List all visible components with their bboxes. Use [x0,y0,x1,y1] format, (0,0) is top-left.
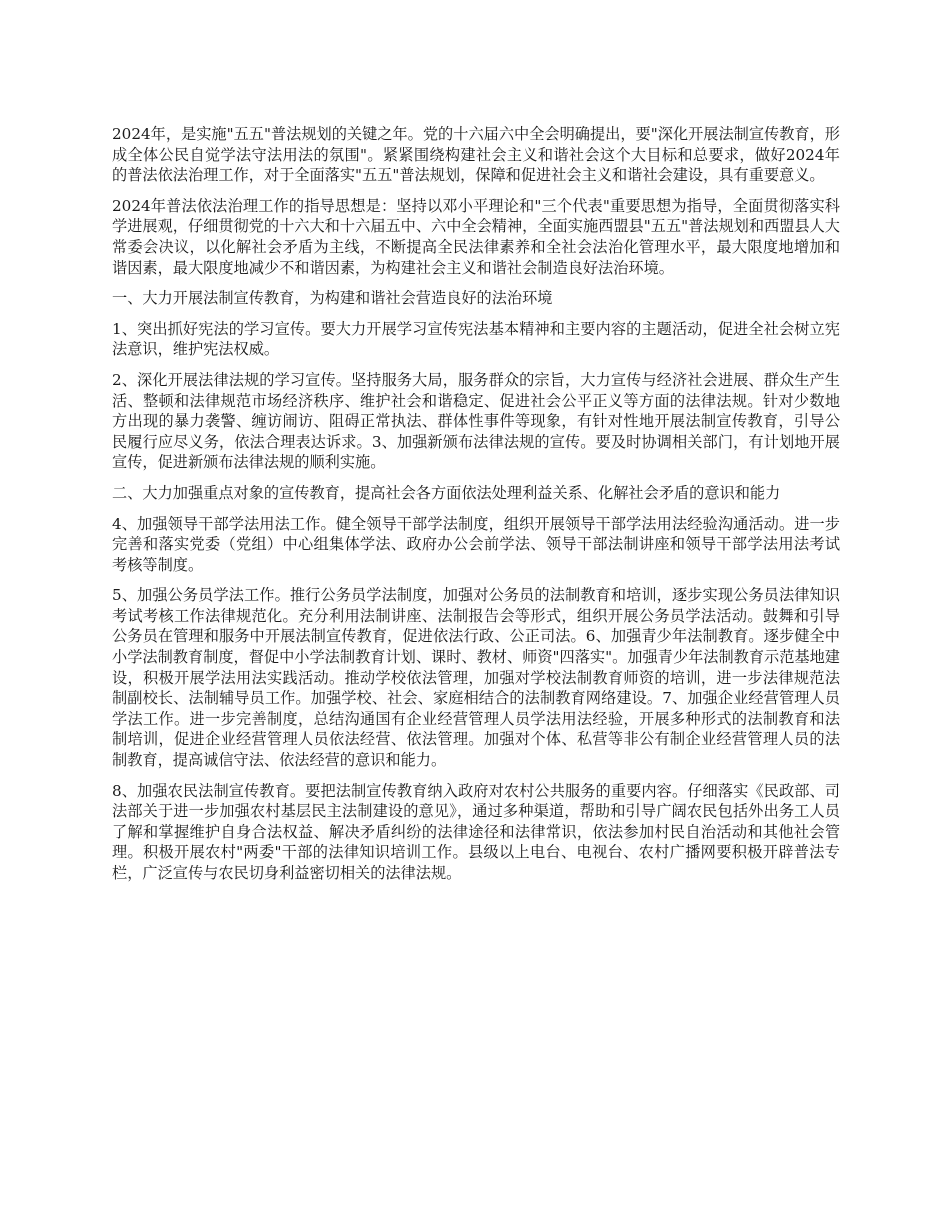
section-heading-1: 一、大力开展法制宣传教育，为构建和谐社会营造良好的法治环境 [112,289,553,308]
paragraph-item-5-7: 5、加强公务员学法工作。推行公务员学法制度，加强对公务员的法制教育和培训，逐步实现公务员法律知识考试考核工作法律规范化。充分利用法制讲座、法制报告会等形式，组织开展公务员学法活动。鼓舞和引导公务员在管理和服务中开展法制宣传教育，促进依法行政、公正司法。6、加强青少年法制教育。逐步健全中小学法制教育制度，督促中小学法制教育计划、课时、教材、师资"四落实"。加强青少年法制教育示范基地建设，积极开展学法用法实践活动。推动学校依法管理，加强对学校法制教育师资的培训，进一步法律规范法制副校长、法制辅导员工作。加强学校、社会、家庭相结合的法制教育网络建设。7、加强企业经营管理人员学法工作。进一步完善制度，总结沟通国有企业经营管理人员学法用法经验，开展多种形式的法制教育和法制培训，促进企业经营管理人员依法经营、依法管理。加强对个体、私营等非公有制企业经营管理人员的法制教育，提高诚信守法、依法经营的意识和能力。 [112,586,840,770]
paragraph-intro: 2024年，是实施"五五"普法规划的关键之年。党的十六届六中全会明确提出，要"深化开展法制宣传教育，形成全体公民自觉学法守法用法的氛围"。紧紧围绕构建社会主义和谐社会这个大目标和总要求，做好2024年的普法依法治理工作，对于全面落实"五五"普法规划，保障和促进社会主义和谐社会建设，具有重要意义。 [112,125,840,185]
paragraph-item-1: 1、突出抓好宪法的学习宣传。要大力开展学习宣传宪法基本精神和主要内容的主题活动，促进全社会树立宪法意识，维护宪法权威。 [112,319,840,359]
paragraph-item-2-3: 2、深化开展法律法规的学习宣传。坚持服务大局，服务群众的宗旨，大力宣传与经济社会进展、群众生产生活、整顿和法律规范市场经济秩序、维护社会和谐稳定、促进社会公平正义等方面的法律法规。针对少数地方出现的暴力袭警、缠访闹访、阻碍正常执法、群体性事件等现象，有针对性地开展法制宣传教育，引导公民履行应尽义务，依法合理表达诉求。3、加强新颁布法律法规的宣传。要及时协调相关部门，有计划地开展宣传，促进新颁布法律法规的顺利实施。 [112,370,840,472]
paragraph-item-4: 4、加强领导干部学法用法工作。健全领导干部学法制度，组织开展领导干部学法用法经验沟通活动。进一步完善和落实党委（党组）中心组集体学法、政府办公会前学法、领导干部法制讲座和领导干部学法用法考试考核等制度。 [112,514,840,574]
document-body [112,124,840,894]
section-heading-2: 二、大力加强重点对象的宣传教育，提高社会各方面依法处理利益关系、化解社会矛盾的意识和能力 [112,483,781,502]
paragraph-guiding-ideology: 2024年普法依法治理工作的指导思想是：坚持以邓小平理论和"三个代表"重要思想为指导，全面贯彻落实科学进展观，仔细贯彻党的十六大和十六届五中、六中全会精神，全面实施西盟县"五五"普法规划和西盟县人大常委会决议，以化解社会矛盾为主线，不断提高全民法律素养和全社会法治化管理水平，最大限度地增加和谐因素，最大限度地减少不和谐因素，为构建社会主义和谐社会制造良好法治环境。 [112,196,840,277]
paragraph-item-8: 8、加强农民法制宣传教育。要把法制宣传教育纳入政府对农村公共服务的重要内容。仔细落实《民政部、司法部关于进一步加强农村基层民主法制建设的意见》，通过多种渠道，帮助和引导广阔农民包括外出务工人员了解和掌握维护自身合法权益、解决矛盾纠纷的法律途径和法律常识，依法参加村民自治活动和其他社会管理。积极开展农村"两委"干部的法律知识培训工作。县级以上电台、电视台、农村广播网要积极开辟普法专栏，广泛宣传与农民切身利益密切相关的法律法规。 [112,781,840,882]
